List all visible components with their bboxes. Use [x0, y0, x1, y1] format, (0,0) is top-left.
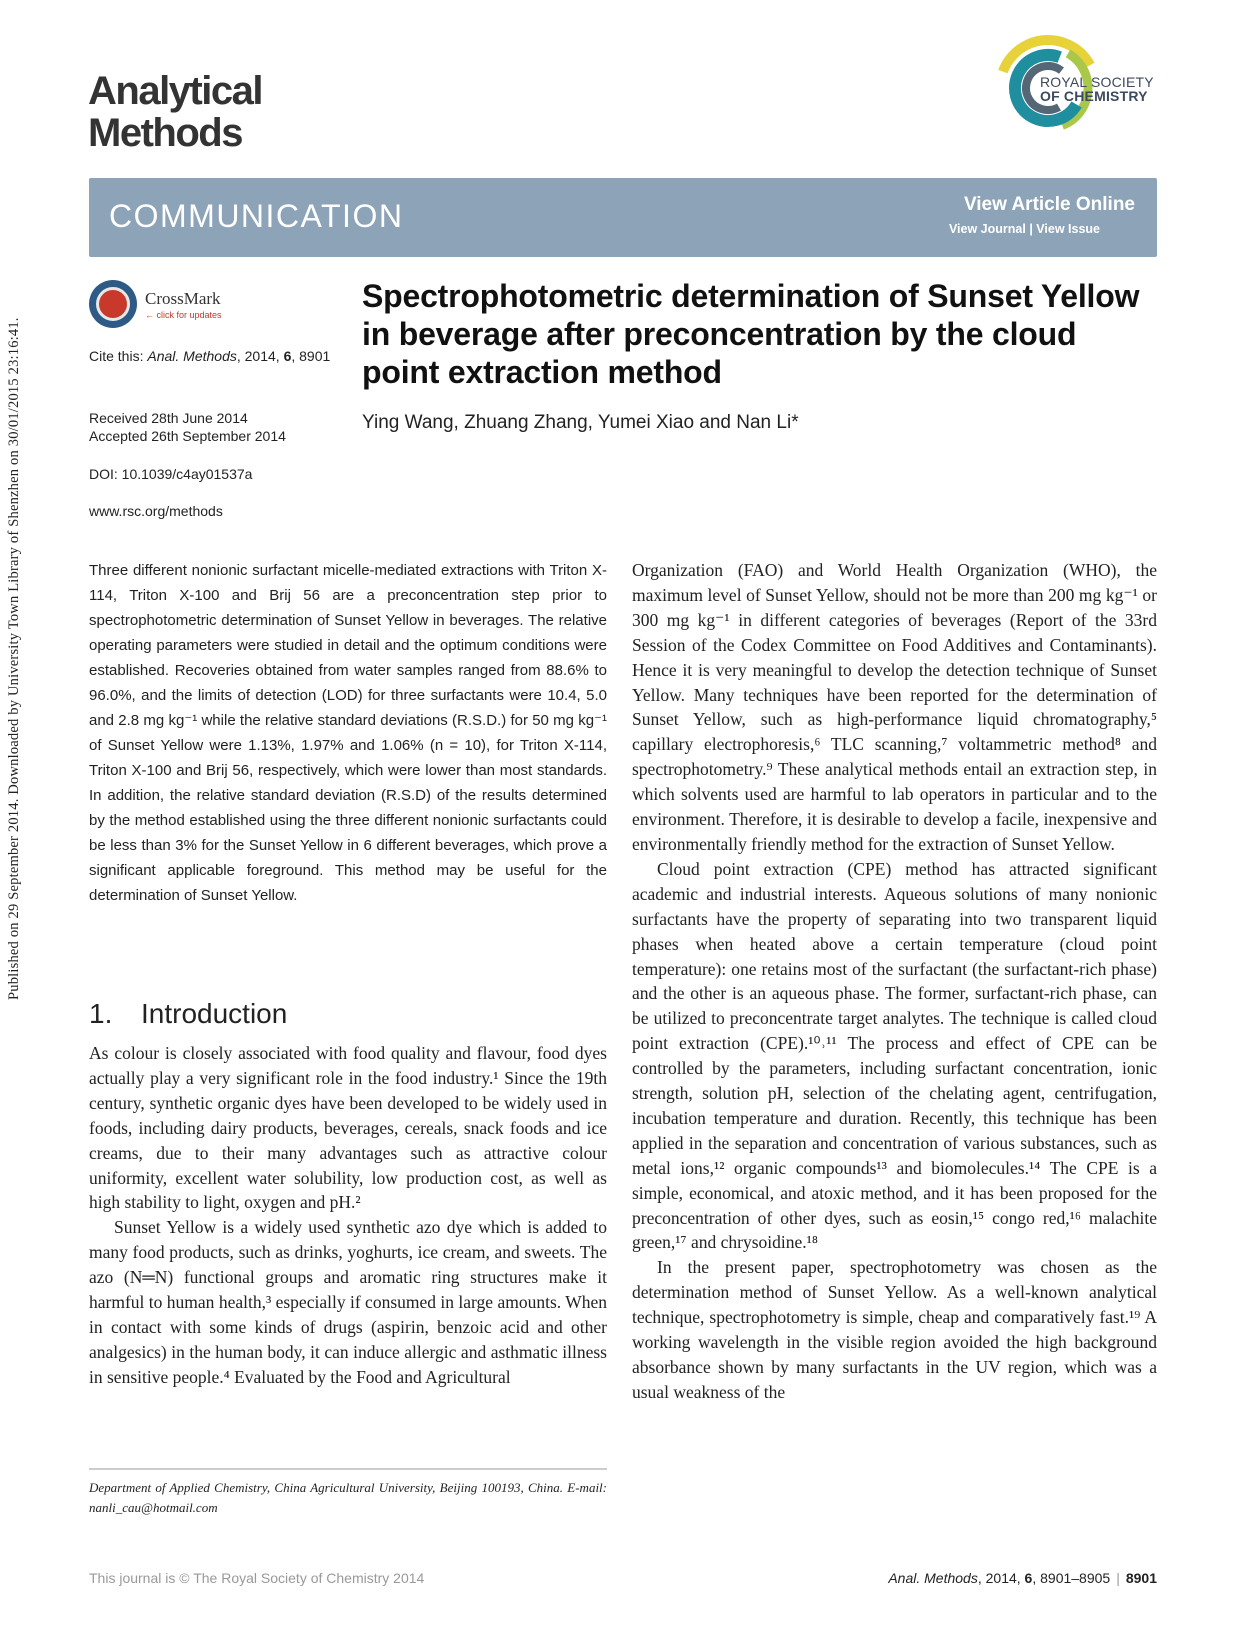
link-separator: |	[1029, 222, 1033, 236]
doi[interactable]: DOI: 10.1039/c4ay01537a	[89, 466, 253, 482]
publisher-line1: ROYAL SOCIETY	[1040, 74, 1154, 90]
article-type-banner	[89, 178, 1157, 257]
journal-title-line1: Analytical	[88, 69, 262, 113]
received-date: Received 28th June 2014	[89, 410, 248, 426]
journal-url[interactable]: www.rsc.org/methods	[89, 503, 223, 519]
page-citation-footer	[888, 1570, 1157, 1586]
paragraph: As colour is closely associated with food quality and flavour, food dyes actually play a very significant role in the food industry.¹ Since the 19th century, synthetic organic dyes have been developed to be widely used in foods, including dairy products, beverages, cereals, snack foods and ice creams, due to their many advantages such as attractive colour uniformity, excellent water solubility, low production cost, as well as high stability to light, oxygen and pH.²	[89, 1043, 607, 1213]
paragraph: Sunset Yellow is a widely used synthetic azo dye which is added to many food products, such as drinks, yoghurts, ice cream, and sweets. The azo (N═N) functional groups and aromatic ring structures make it harmful to human health,³ especially if consumed in large amounts. When in contact with some kinds of drugs (aspirin, benzoic acid and other analgesics) in the human body, it can induce allergic and asthmatic illness in sensitive people.⁴ Evaluated by the Food and Agricultural	[89, 1217, 607, 1387]
body-column-right	[632, 558, 1157, 1405]
journal-title-line2: Methods	[88, 111, 242, 155]
section-number: 1.	[89, 998, 113, 1029]
article-title: Spectrophotometric determination of Sunset Yellow in beverage after preconcentration by the cloud point extraction method	[362, 278, 1140, 390]
download-watermark: Published on 29 September 2014. Downloaded by University Town Library of Shenzhen on 30/01/2015 23:16:41.	[6, 317, 22, 1000]
footer-separator: |	[1116, 1570, 1120, 1586]
cite-volume: 6	[283, 348, 292, 364]
paragraph: Cloud point extraction (CPE) method has attracted significant academic and industrial interests. Aqueous solutions of many nonionic surfactants have the property of separating into two transparent liquid phases when heated above a certain temperature (cloud point temperature): one retains most of the surfactant (the surfactant-rich phase) and the other is an aqueous phase. The former, surfactant-rich phase, can be utilized to preconcentrate target analytes. The technique is called cloud point extraction (CPE).¹⁰˒¹¹ The process and effect of CPE can be controlled by the parameters, including surfactant concentration, ionic strength, solution pH, selection of the chelating agent, centrifugation, incubation temperature and duration. Recently, this technique has been applied in the separation and concentration of various substances, such as metal ions,¹² organic compounds¹³ and biomolecules.¹⁴ The CPE is a simple, economical, and atoxic method, and it has been proposed for the preconcentration of other dyes, such as eosin,¹⁵ congo red,¹⁶ malachite green,¹⁷ and chrysoidine.¹⁸	[632, 858, 1157, 1253]
footer-pages: , 8901–8905	[1032, 1570, 1111, 1586]
citation	[89, 348, 330, 364]
cite-journal: Anal. Methods	[147, 348, 237, 364]
view-issue-link[interactable]: View Issue	[1036, 222, 1100, 236]
accepted-date: Accepted 26th September 2014	[89, 428, 286, 444]
body-column-left	[89, 1041, 607, 1390]
cite-prefix: Cite this:	[89, 348, 148, 364]
publisher-name	[1040, 75, 1154, 103]
copyright-footer: This journal is © The Royal Society of Chemistry 2014	[89, 1570, 425, 1586]
article-type: COMMUNICATION	[109, 198, 404, 234]
crossmark-badge[interactable]	[89, 280, 249, 330]
paragraph: In the present paper, spectrophotometry was chosen as the determination method of Sunset Yellow. As a well-known analytical technique, spectrophotometry is simple, cheap and comparatively fast.¹⁹ A working wavelength in the visible region avoided the high background absorbance shown by many surfactants in the UV region, which was a usual weakness of the	[632, 1257, 1157, 1402]
affiliation-footnote: Department of Applied Chemistry, China Agricultural University, Beijing 100193, China. E-mail: nanli_cau@hotmail.com	[89, 1480, 607, 1515]
cite-year: , 2014,	[236, 348, 284, 364]
paragraph: Organization (FAO) and World Health Organization (WHO), the maximum level of Sunset Yellow, should not be more than 200 mg kg⁻¹ or 300 mg kg⁻¹ in different categories of beverages (Report of the 33rd Session of the Codex Committee on Food Additives and Contaminants). Hence it is very meaningful to develop the detection technique of Sunset Yellow. Many techniques have been reported for the determination of Sunset Yellow, such as high-performance liquid chromatography,⁵ capillary electrophoresis,⁶ TLC scanning,⁷ voltammetric method⁸ and spectrophotometry.⁹ These analytical methods entail an extraction step, in which solvents used are harmful to lab operators in particular and to the environment. Therefore, it is desirable to develop a facile, inexpensive and environmentally friendly method for the extraction of Sunset Yellow.	[632, 560, 1157, 854]
page-number: 8901	[1125, 1570, 1157, 1586]
banner-links	[949, 222, 1100, 236]
journal-title	[88, 70, 262, 154]
cite-page: , 8901	[291, 348, 331, 364]
view-journal-link[interactable]: View Journal	[948, 222, 1026, 236]
abstract	[89, 558, 607, 908]
view-article-online-link[interactable]: View Article Online	[963, 194, 1135, 215]
crossmark-label: CrossMark	[145, 289, 221, 308]
publisher-line2: OF CHEMISTRY	[1040, 88, 1148, 104]
section-heading	[89, 998, 287, 1030]
footnote-divider	[89, 1468, 607, 1470]
footer-year: , 2014,	[977, 1570, 1025, 1586]
author-list: Ying Wang, Zhuang Zhang, Yumei Xiao and Nan Li*	[362, 412, 799, 433]
footer-journal: Anal. Methods	[888, 1570, 978, 1586]
crossmark-icon	[89, 280, 137, 328]
abstract-text: Three different nonionic surfactant micelle-mediated extractions with Triton X-114, Triton X-100 and Brij 56 are a preconcentration step prior to spectrophotometric determination of Sunset Yellow in beverages. The relative operating parameters were studied in detail and the optimum conditions were established. Recoveries obtained from water samples ranged from 88.6% to 96.0%, and the limits of detection (LOD) for three surfactants were 10.4, 5.0 and 2.8 mg kg⁻¹ while the relative standard deviations (R.S.D.) for 50 mg kg⁻¹ of Sunset Yellow were 1.13%, 1.97% and 1.06% (n = 10), for Triton X-114, Triton X-100 and Brij 56, respectively, which were lower than most standards. In addition, the relative standard deviation (R.S.D) of the results determined by the method established using the three different nonionic surfactants could be less than 3% for the Sunset Yellow in 6 different beverages, which prove a significant applicable foreground. This method may be useful for the determination of Sunset Yellow.	[89, 562, 607, 904]
crossmark-sublabel: ← click for updates	[145, 310, 222, 320]
section-title: Introduction	[141, 998, 288, 1029]
footer-volume: 6	[1024, 1570, 1033, 1586]
